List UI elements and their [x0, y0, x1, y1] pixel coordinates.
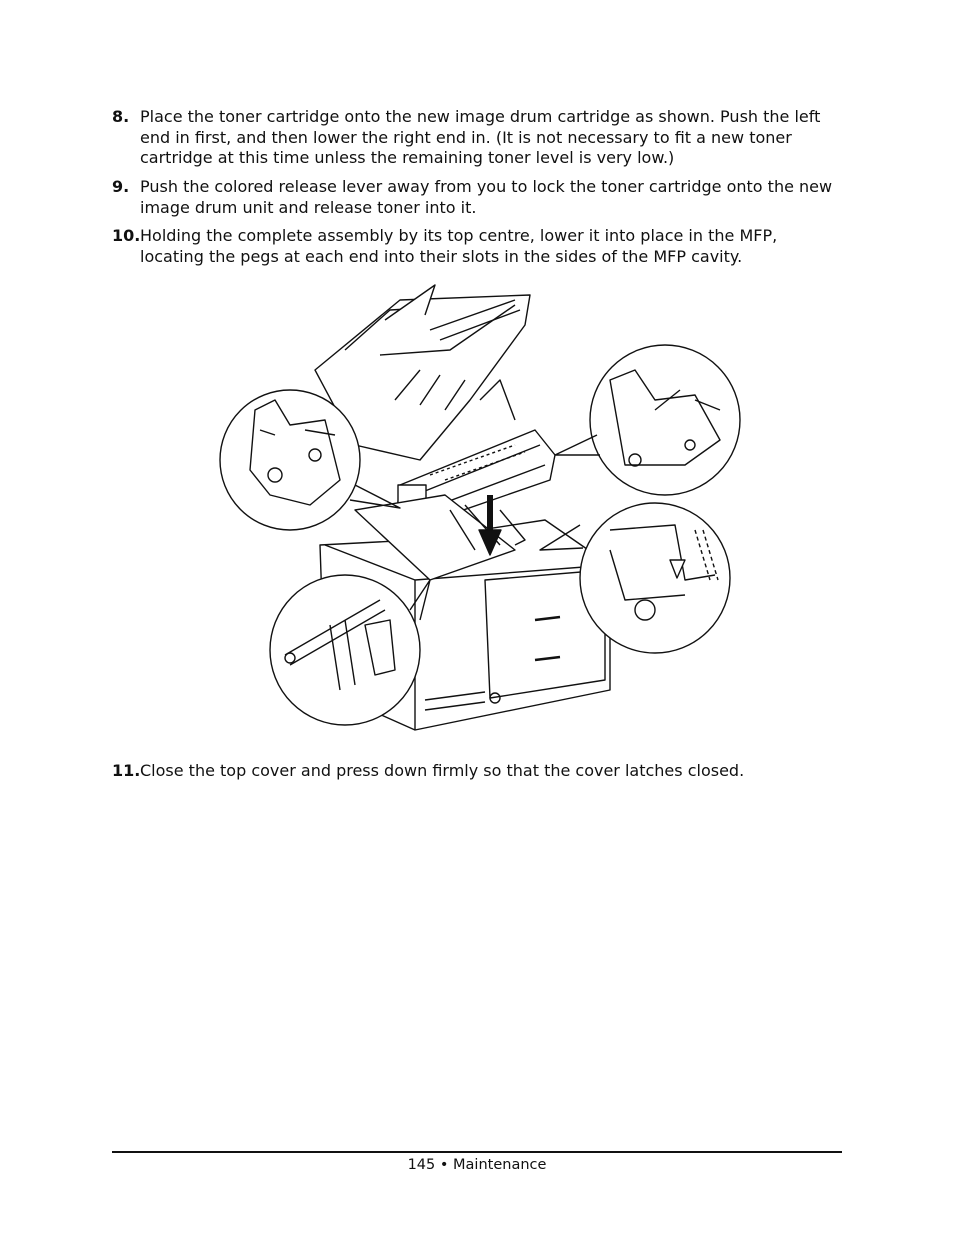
- step-number: 8.: [112, 107, 130, 126]
- step-text: Push the colored release lever away from you to lock the toner cartridge onto the new image drum unit and release toner into it.: [140, 177, 833, 217]
- step-8: [112, 107, 844, 169]
- section-name: Maintenance: [453, 1157, 547, 1173]
- step-number: 10.: [112, 226, 141, 245]
- page-footer: [0, 1157, 954, 1173]
- page-number: 145: [407, 1157, 436, 1173]
- step-9: [112, 177, 844, 218]
- step-text: Close the top cover and press down firmly so that the cover latches closed.: [140, 761, 745, 780]
- drum-installation-illustration: [215, 280, 745, 735]
- footer-divider: [112, 1151, 842, 1153]
- step-number: 11.: [112, 761, 141, 780]
- step-text: Holding the complete assembly by its top centre, lower it into place in the MFP, locating the pegs at each end into their slots in the sides of the MFP cavity.: [140, 226, 778, 266]
- step-text: Place the toner cartridge onto the new image drum cartridge as shown. Push the left end in first, and then lower the right end in. (It is not necessary to fit a new toner cartridge at this time unless the remaining toner level is very low.): [140, 107, 821, 167]
- step-11: [112, 761, 844, 782]
- footer-separator: •: [439, 1157, 449, 1173]
- right-peg-callout: [555, 345, 740, 495]
- step-10: [112, 226, 844, 267]
- step-number: 9.: [112, 177, 130, 196]
